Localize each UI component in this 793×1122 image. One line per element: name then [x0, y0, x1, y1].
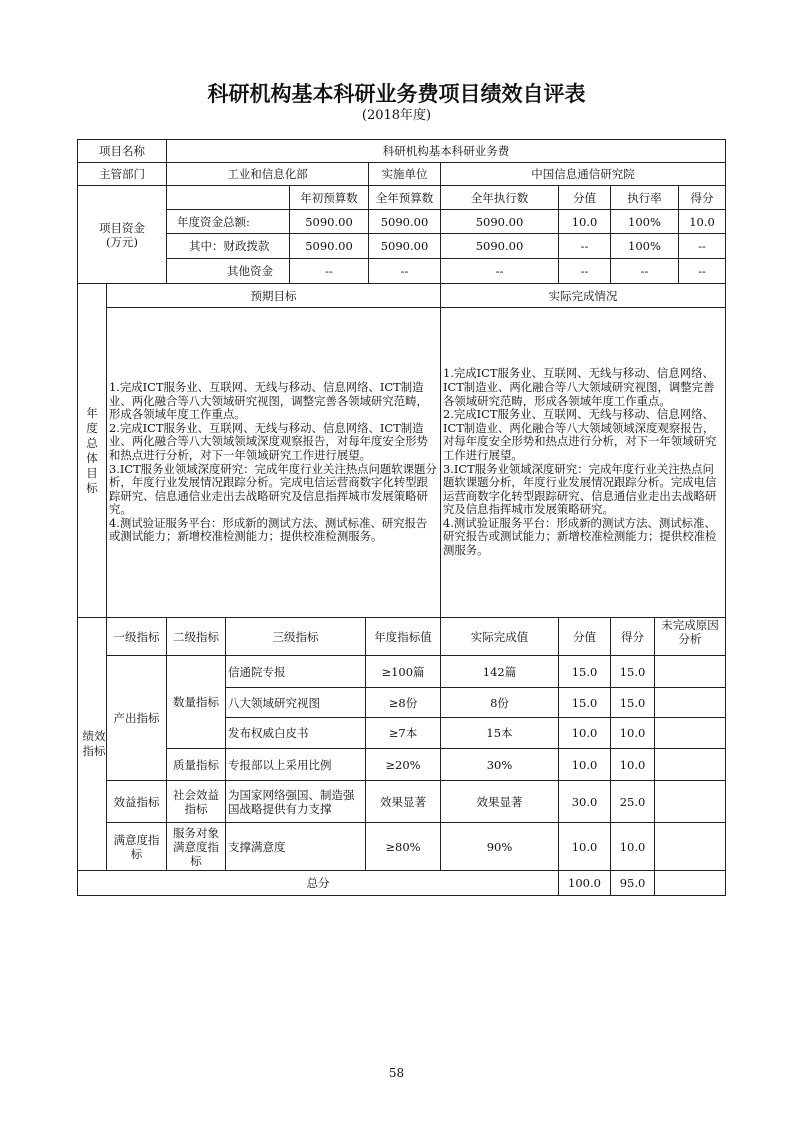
column-header: 三级指标 — [226, 618, 366, 656]
cell: 5090.00 — [441, 210, 559, 234]
unit-label: 实施单位 — [369, 163, 441, 186]
actual-header: 实际完成情况 — [441, 284, 726, 308]
goal-item: 1.完成ICT服务业、互联网、无线与移动、信息网络、ICT制造业、两化融合等八大领域研究视图，调整完善各领域研究范畴，形成各领域年度工作重点。 — [443, 366, 715, 408]
target-value: ≥7本 — [366, 718, 441, 749]
target-value: ≥8份 — [366, 688, 441, 718]
goal-item: 3.ICT服务业领域深度研究：完成年度行业关注热点问题软课题分析，年度行业发展情况跟踪分析。完成电信运营商数字化转型跟踪研究、信息通信业走出去战略研究及信息指挥城市发展策略研究。 — [109, 461, 437, 517]
reason — [655, 656, 726, 688]
actual-value: 142篇 — [441, 656, 559, 688]
target-value: ≥80% — [366, 823, 441, 871]
score-value: 10.0 — [559, 718, 611, 749]
cell: 100% — [611, 234, 679, 259]
table-row — [78, 781, 726, 823]
goal-item: 1.完成ICT服务业、互联网、无线与移动、信息网络、ICT制造业、两化融合等八大领域研究视图，调整完善各领域研究范畴，形成各领域年度工作重点。 — [109, 379, 428, 422]
actual-value: 30% — [441, 749, 559, 781]
performance-label — [78, 618, 107, 871]
row-label: 其中：财政拨款 — [167, 234, 290, 259]
level2-cell: 数量指标 — [167, 656, 226, 749]
indicator-name: 为国家网络强国、制造强国战略提供有力支撑 — [226, 781, 366, 823]
cell: 10.0 — [559, 210, 611, 234]
expected-goals — [107, 308, 441, 618]
funds-label — [78, 186, 167, 284]
table-row — [78, 823, 726, 871]
actual-value: 效果显著 — [441, 781, 559, 823]
cell: 5090.00 — [369, 234, 441, 259]
target-value: ≥20% — [366, 749, 441, 781]
column-header: 实际完成值 — [441, 618, 559, 656]
cell: -- — [611, 259, 679, 284]
column-header: 全年预算数 — [369, 186, 441, 210]
column-header: 分值 — [559, 186, 611, 210]
column-header: 全年执行数 — [441, 186, 559, 210]
column-header: 二级指标 — [167, 618, 226, 656]
column-header: 未完成原因分析 — [655, 618, 726, 656]
dept-value: 工业和信息化部 — [167, 163, 369, 186]
total-reason — [655, 871, 726, 896]
cell: 100% — [611, 210, 679, 234]
total-row — [78, 871, 726, 896]
level1-cell: 满意度指标 — [107, 823, 167, 871]
page-title: 科研机构基本科研业务费项目绩效自评表 — [207, 82, 586, 106]
table-row — [78, 618, 726, 656]
project-name-label: 项目名称 — [78, 140, 167, 163]
column-header: 一级指标 — [107, 618, 167, 656]
score: 10.0 — [611, 718, 655, 749]
total-label: 总分 — [78, 871, 559, 896]
page-number: 58 — [388, 1066, 405, 1080]
indicator-name: 专报部以上采用比例 — [226, 749, 366, 781]
indicator-name: 信通院专报 — [226, 656, 366, 688]
goals-label — [78, 284, 107, 618]
target-value: 效果显著 — [366, 781, 441, 823]
cell: -- — [441, 259, 559, 284]
expected-header: 预期目标 — [107, 284, 441, 308]
reason — [655, 749, 726, 781]
table-row — [78, 163, 726, 186]
row-label: 其他资金 — [167, 259, 290, 284]
table-row — [78, 284, 726, 308]
funds-unit: (万元) — [106, 234, 138, 249]
empty-cell — [167, 186, 290, 210]
cell: -- — [559, 259, 611, 284]
page-subtitle: (2018年度) — [361, 108, 432, 123]
column-header: 年度指标值 — [366, 618, 441, 656]
goal-item: 3.ICT服务业领域深度研究：完成年度行业关注热点问题软课题分析，年度行业发展情况跟踪分析。完成电信运营商数字化转型跟踪研究、信息通信业走出去战略研究及信息指挥城市发展策略研究。 — [443, 461, 717, 517]
reason — [655, 718, 726, 749]
score: 25.0 — [611, 781, 655, 823]
target-value: ≥100篇 — [366, 656, 441, 688]
table-row — [78, 259, 726, 284]
column-header: 执行率 — [611, 186, 679, 210]
actual-value: 90% — [441, 823, 559, 871]
column-header: 得分 — [611, 618, 655, 656]
reason — [655, 823, 726, 871]
level2-cell: 社会效益指标 — [167, 781, 226, 823]
project-name: 科研机构基本科研业务费 — [167, 140, 726, 163]
actual-value: 8份 — [441, 688, 559, 718]
goals-label-text: 年度总体目标 — [86, 405, 98, 495]
level2-cell: 服务对象满意度指标 — [167, 823, 226, 871]
project-info-table — [77, 139, 726, 284]
total-value: 100.0 — [559, 871, 611, 896]
table-row — [78, 186, 726, 210]
score-value: 15.0 — [559, 688, 611, 718]
cell: 10.0 — [679, 210, 726, 234]
score: 10.0 — [611, 749, 655, 781]
unit-value: 中国信息通信研究院 — [441, 163, 726, 186]
reason — [655, 781, 726, 823]
table-row — [78, 234, 726, 259]
table-row — [78, 308, 726, 618]
goals-table — [77, 283, 726, 618]
cell: -- — [369, 259, 441, 284]
goal-item: 4.测试验证服务平台：形成新的测试方法、测试标准、研究报告或测试能力；新增校准检测能力；提供校准检测服务。 — [109, 515, 428, 544]
level1-cell: 效益指标 — [107, 781, 167, 823]
score: 10.0 — [611, 823, 655, 871]
funds-label-text: 项目资金 — [99, 220, 145, 235]
score: 15.0 — [611, 656, 655, 688]
table-row — [78, 749, 726, 781]
score-value: 15.0 — [559, 656, 611, 688]
actual-goals — [441, 308, 726, 618]
actual-value: 15本 — [441, 718, 559, 749]
score-value: 30.0 — [559, 781, 611, 823]
indicator-name: 八大领域研究视图 — [226, 688, 366, 718]
column-header: 年初预算数 — [290, 186, 369, 210]
cell: 5090.00 — [290, 234, 369, 259]
goal-item: 4.测试验证服务平台：形成新的测试方法、测试标准、研究报告或测试能力；新增校准检测能力；提供校准检测服务。 — [443, 515, 717, 558]
goal-item: 2.完成ICT服务业、互联网、无线与移动、信息网络、ICT制造业、两化融合等八大领域领域深度观察报告，对每年度安全形势和热点进行分析，对下一年领域研究工作进行展望。 — [109, 420, 428, 462]
level2-cell: 质量指标 — [167, 749, 226, 781]
column-header: 得分 — [679, 186, 726, 210]
reason — [655, 688, 726, 718]
total-score: 95.0 — [611, 871, 655, 896]
score-value: 10.0 — [559, 823, 611, 871]
cell: 5090.00 — [441, 234, 559, 259]
column-header: 分值 — [559, 618, 611, 656]
cell: 5090.00 — [290, 210, 369, 234]
performance-table — [77, 617, 726, 896]
indicator-name: 发布权威白皮书 — [226, 718, 366, 749]
cell: -- — [679, 259, 726, 284]
cell: 5090.00 — [369, 210, 441, 234]
level1-cell: 产出指标 — [107, 656, 167, 781]
score: 15.0 — [611, 688, 655, 718]
score-value: 10.0 — [559, 749, 611, 781]
dept-label: 主管部门 — [78, 163, 167, 186]
table-row — [78, 656, 726, 688]
performance-label-text: 绩效指标 — [82, 729, 106, 758]
cell: -- — [679, 234, 726, 259]
cell: -- — [559, 234, 611, 259]
cell: -- — [290, 259, 369, 284]
table-row — [78, 140, 726, 163]
row-label: 年度资金总额: — [167, 210, 290, 234]
indicator-name: 支撑满意度 — [226, 823, 366, 871]
table-row — [78, 210, 726, 234]
goal-item: 2.完成ICT服务业、互联网、无线与移动、信息网络、ICT制造业、两化融合等八大领域领域深度观察报告，对每年度安全形势和热点进行分析，对下一年领域研究工作进行展望。 — [443, 407, 717, 462]
